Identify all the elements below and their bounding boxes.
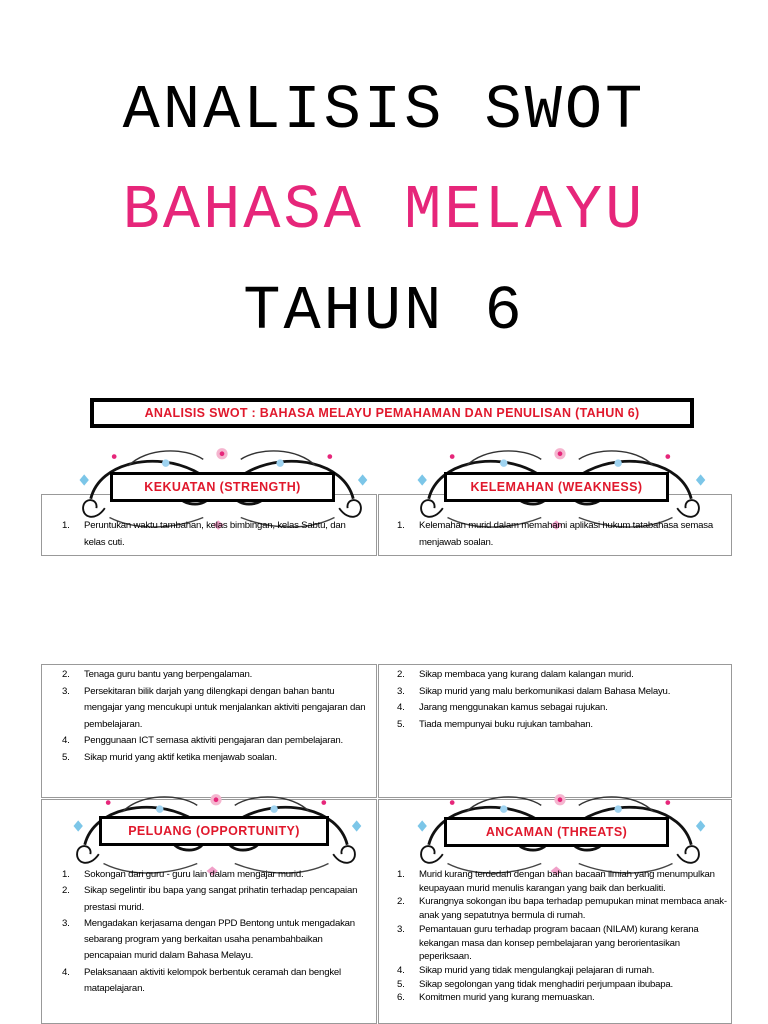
list-item xyxy=(397,868,727,895)
item-number: 1. xyxy=(62,520,70,531)
item-number: 5. xyxy=(397,718,405,730)
item-number: 4. xyxy=(397,702,405,713)
weakness-list-top xyxy=(397,518,727,551)
list-item xyxy=(62,867,367,883)
item-text: Sikap membaca yang kurang dalam kalangan murid. xyxy=(419,669,634,680)
list-item xyxy=(397,923,727,964)
item-text: Mengadakan kerjasama dengan PPD Bentong untuk mengadakan sebarang program yang berkaitan usaha penambahbaikan pencapaian murid dalam Bahasa Melayu. xyxy=(84,917,355,962)
item-number: 6. xyxy=(397,992,405,1004)
list-item xyxy=(62,684,367,734)
threats-label: ANCAMAN (THREATS) xyxy=(444,817,669,847)
list-item xyxy=(397,978,727,992)
list-item xyxy=(62,518,367,551)
item-number: 5. xyxy=(62,751,70,763)
list-item xyxy=(62,916,367,965)
item-number: 3. xyxy=(397,685,405,697)
item-text: Persekitaran bilik darjah yang dilengkapi dengan bahan bantu mengajar yang mencukupi untuk menjalankan aktiviti pengajaran dan pembelajaran. xyxy=(84,685,366,730)
list-item xyxy=(397,667,727,684)
item-text: Jarang menggunakan kamus sebagai rujukan. xyxy=(419,702,608,713)
item-number: 2. xyxy=(397,896,405,908)
list-item xyxy=(62,733,367,750)
list-item xyxy=(62,750,367,767)
item-number: 3. xyxy=(62,917,70,929)
item-number: 4. xyxy=(62,735,70,746)
item-text: Tenaga guru bantu yang berpengalaman. xyxy=(84,669,253,680)
list-item xyxy=(397,991,727,1005)
strength-list-top xyxy=(62,518,367,551)
item-text: Pelaksanaan aktiviti kelompok berbentuk ceramah dan bengkel matapelajaran. xyxy=(84,966,341,995)
item-text: Sikap segelintir ibu bapa yang sangat prihatin terhadap pencapaian prestasi murid. xyxy=(84,885,358,913)
item-text: Pemantauan guru terhadap program bacaan (NILAM) kurang kerana kekangan masa dan konsep pembelajaran yang berorientasikan peperiksaan. xyxy=(419,923,699,963)
item-text: Kelemahan murid dalam memahami aplikasi hukum tatabahasa semasa menjawab soalan. xyxy=(419,520,714,548)
item-number: 3. xyxy=(62,685,70,697)
title-line-3: TAHUN 6 xyxy=(243,276,525,347)
item-text: Komitmen murid yang kurang memuaskan. xyxy=(419,992,595,1004)
item-number: 4. xyxy=(62,966,70,978)
item-text: Peruntukan waktu tambahan, kelas bimbingan, kelas Sabtu, dan kelas cuti. xyxy=(84,520,346,548)
list-item xyxy=(62,667,367,684)
list-item xyxy=(397,895,727,922)
item-number: 2. xyxy=(62,669,70,680)
item-text: Penggunaan ICT semasa aktiviti pengajaran dan pembelajaran. xyxy=(84,735,343,746)
item-number: 2. xyxy=(397,669,405,680)
item-number: 1. xyxy=(397,520,405,531)
list-item xyxy=(397,684,727,701)
list-item xyxy=(397,964,727,978)
item-number: 1. xyxy=(62,869,70,880)
item-number: 3. xyxy=(397,923,405,935)
item-text: Tiada mempunyai buku rujukan tambahan. xyxy=(419,718,593,730)
threats-list xyxy=(397,868,727,1005)
list-item xyxy=(62,965,367,998)
swot-banner: ANALISIS SWOT : BAHASA MELAYU PEMAHAMAN DAN PENULISAN (TAHUN 6) xyxy=(90,398,694,428)
list-item xyxy=(397,518,727,551)
weakness-list-continued xyxy=(397,667,727,733)
title-line-2: BAHASA MELAYU xyxy=(122,175,646,246)
item-text: Sikap segolongan yang tidak menghadiri perjumpaan ibubapa. xyxy=(419,978,674,990)
item-number: 4. xyxy=(397,964,405,976)
item-number: 2. xyxy=(62,885,70,897)
item-text: Sokongan dari guru - guru lain dalam mengajar murid. xyxy=(84,869,304,880)
item-text: Murid kurang terdedah dengan bahan bacaan ilmiah yang menumpulkan keupayaan murid menulis karangan yang baik dan berkualiti. xyxy=(419,869,715,894)
list-item xyxy=(62,883,367,916)
title-line-1: ANALISIS SWOT xyxy=(122,75,646,146)
strength-list-continued xyxy=(62,667,367,766)
list-item xyxy=(397,700,727,717)
item-text: Sikap murid yang malu berkomunikasi dalam Bahasa Melayu. xyxy=(419,685,671,697)
item-text: Sikap murid yang tidak mengulangkaji pelajaran di rumah. xyxy=(419,964,655,976)
strength-label: KEKUATAN (STRENGTH) xyxy=(110,472,335,502)
opportunity-label: PELUANG (OPPORTUNITY) xyxy=(99,816,329,846)
item-number: 1. xyxy=(397,869,405,880)
list-item xyxy=(397,717,727,734)
item-number: 5. xyxy=(397,978,405,990)
item-text: Kurangnya sokongan ibu bapa terhadap pemupukan minat membaca anak-anak yang sepatutnya bermula di rumah. xyxy=(419,896,727,922)
weakness-label: KELEMAHAN (WEAKNESS) xyxy=(444,472,669,502)
item-text: Sikap murid yang aktif ketika menjawab soalan. xyxy=(84,751,277,763)
opportunity-list xyxy=(62,867,367,997)
